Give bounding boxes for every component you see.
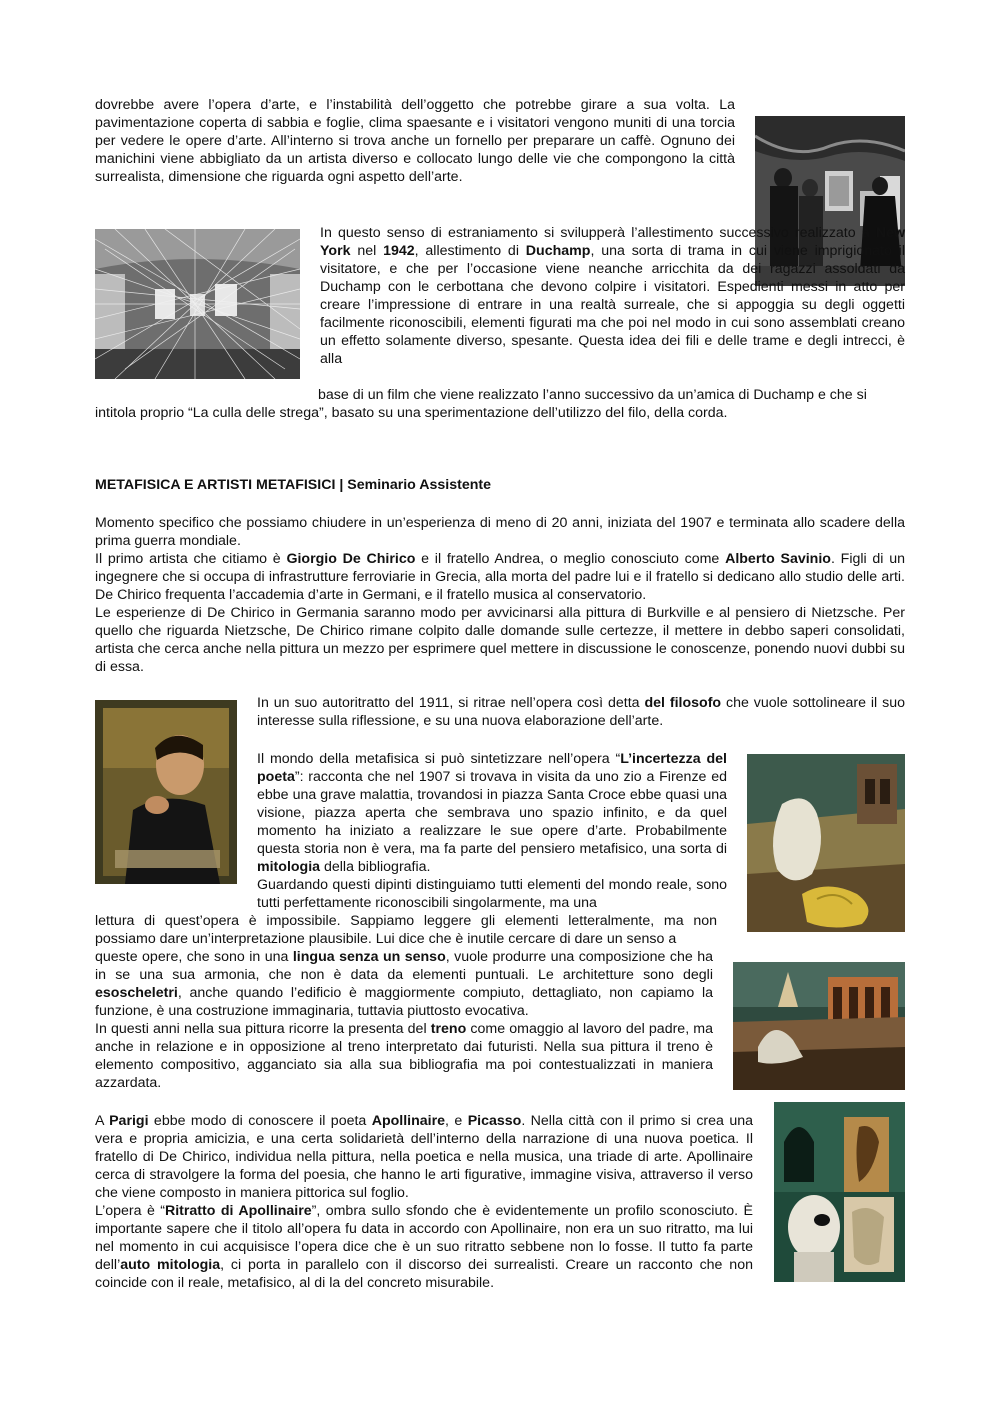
paragraph-self-portrait: In un suo autoritratto del 1911, si ritrae nell’opera così detta del filosofo che vuole sottolineare il suo interesse sulla riflessione, e su una nuova elaborazione dell’arte.	[257, 695, 905, 729]
paragraph-metafisica-intro: Momento specifico che possiamo chiudere in un’esperienza di meno di 20 anni, iniziata del 1907 e terminata allo scadere della prima guerra mondiale. Il primo artista che citiamo è Giorgio De Chirico e il fratello Andrea, o meglio conosciuto come Alberto Savinio. Figli di un ingegnere che si occupa di infrastrutture ferroviarie in Grecia, alla morta del padre lui e il fratello si dedicano allo studio delle arti. De Chirico frequenta l’accademia d’arte in Germani, e il fratello musica al conservatorio. Le esperienze di De Chirico in Germania saranno modo per avvicinarsi alla pittura di Burkville e al pensiero di Nietzsche. Per quello che riguarda Nietzsche, De Chirico rimane colpito dalle domande sulle certezze, il mettere in debbo saperi consolidati, artista che cerca anche nella pittura un mezzo per esprimere quel mettere in discussione le conoscenze, ponendo nuovi dubbi su di essa.	[95, 515, 905, 675]
paragraph-lettura: lettura di quest’opera è impossibile. Sappiamo leggere gli elementi letteralmente, ma non possiamo dare un’interpretazione plausibile. Lui dice che è inutile cercare di dare un senso a	[95, 913, 717, 947]
incertezza-del-poeta-painting	[747, 754, 905, 932]
paragraph-treno: In questi anni nella sua pittura ricorre la presenta del treno come omaggio al lavoro del padre, ma anche in relazione e in opposizione al treno interpretato dai futuristi. Nella sua pittura il treno è elemento compositivo, agganciato sia alla sua bibliografia ma poi contestualizzati in maniera azzardata.	[95, 1021, 714, 1091]
duchamp-string-installation-photo	[95, 229, 300, 379]
paragraph-duchamp-installation: In questo senso di estraniamento si svilupperà l’allestimento successivo realizzato a New York nel 1942, allestimento di Duchamp, una sorta di trama in cui viene imprigionato il visitatore, e che per l’occasione viene neanche arricchita da dei ragazzi assoldati da Duchamp con le cerbottana che devono colpire i visitatori. Espedienti messi in atto per creare l’impressione di entrare in una realtà surreale, che si appoggia su degli oggetti facilmente riconoscibili, elementi figurati ma che poi nel modo in cui sono assemblati creano un effetto solamente diverso, spesante. Questa idea dei fili e delle trame e degli intrecci, è alla	[320, 225, 905, 367]
paragraph-parigi-apollinaire: A Parigi ebbe modo di conoscere il poeta Apollinaire, e Picasso. Nella città con il primo si crea una vera e propria amicizia, e una certa solidarietà dell’interno della narrazione di una nuova poetica. Il fratello di De Chirico, individua nella pittura, nella poetica e nella musica, una triade di arte. Apollinaire cerca di stravolgere la forma del poesia, che hanno le arti figurative, immagine visiva, attraverso il verso che viene composto in maniera pittorica sul foglio.	[95, 1113, 754, 1201]
paragraph-incertezza-wrap: Il mondo della metafisica si può sintetizzare nell’opera “L’incertezza del poeta”: racconta che nel 1907 si trovava in visita da uno zio a Firenze ed ebbe una grave malattia, trovandosi in piazza Santa Croce ebbe quasi una visione, piazza aperta che sembrava uno spazio infinito, e da quel momento ha iniziato a realizzare le sue opere d’arte. Probabilmente questa storia non è vera, ma fa parte del pensiero metafisico, una sorta di mitologia della bibliografia. Guardando questi dipinti distinguiamo tutti elementi del mondo reale, sono tutti perfettamente riconoscibili singolarmente, ma una	[257, 751, 727, 911]
section-heading-metafisica: METAFISICA E ARTISTI METAFISICI | Seminario Assistente	[95, 477, 492, 493]
paragraph-ritratto-apollinaire: L’opera è “Ritratto di Apollinaire”, ombra sullo sfondo che è evidentemente un profilo sconosciuto. È importante sapere che il titolo all’opera fu data in accordo con Apollinaire, non era un suo ritratto, ma lui nel momento in cui acquisisce l’opera dice che è un suo ritratto sebbene non lo fosse. Il tutto fa parte dell’auto mitologia, ci porta in parallelo con il discorso dei surrealisti. Creare un racconto che non coincide con il reale, metafisico, al di la del concreto misurabile.	[95, 1203, 753, 1291]
paragraph-duchamp-line-film: base di un film che viene realizzato l’anno successivo da un’amica di Duchamp e che si	[318, 387, 867, 403]
ritratto-di-apollinaire-painting	[774, 1102, 905, 1282]
metafisica-architecture-painting	[733, 962, 905, 1090]
paragraph-duchamp-line-culla: intitola proprio “La culla delle strega”, basato su una sperimentazione dell’utilizzo del filo, della corda.	[95, 405, 728, 421]
self-portrait-painting	[95, 700, 237, 884]
paragraph-surrealist-city: dovrebbe avere l’opera d’arte, e l’instabilità dell’oggetto che potrebbe girare a sua volta. La pavimentazione coperta di sabbia e foglie, clima spaesante e i visitatori vengono muniti di una torcia per vedere le opere d’arte. All’interno si trova anche un fornello per preparare un caffè. Ognuno dei manichini viene abbigliato da un artista diverso e collocato lungo delle vie che compongono la città surrealista, dimensione che riguarda ogni aspetto dell’arte.	[95, 97, 735, 185]
paragraph-lingua-senza-senso: queste opere, che sono in una lingua senza un senso, vuole produrre una composizione che ha in se una sua armonia, che non è data da elementi puntuali. Le architetture sono degli esoscheletri, anche quando l’edificio è maggiormente compiuto, dettagliato, non capiamo la funzione, è una costruzione immaginaria, tuttavia piuttosto evocativa.	[95, 949, 713, 1019]
